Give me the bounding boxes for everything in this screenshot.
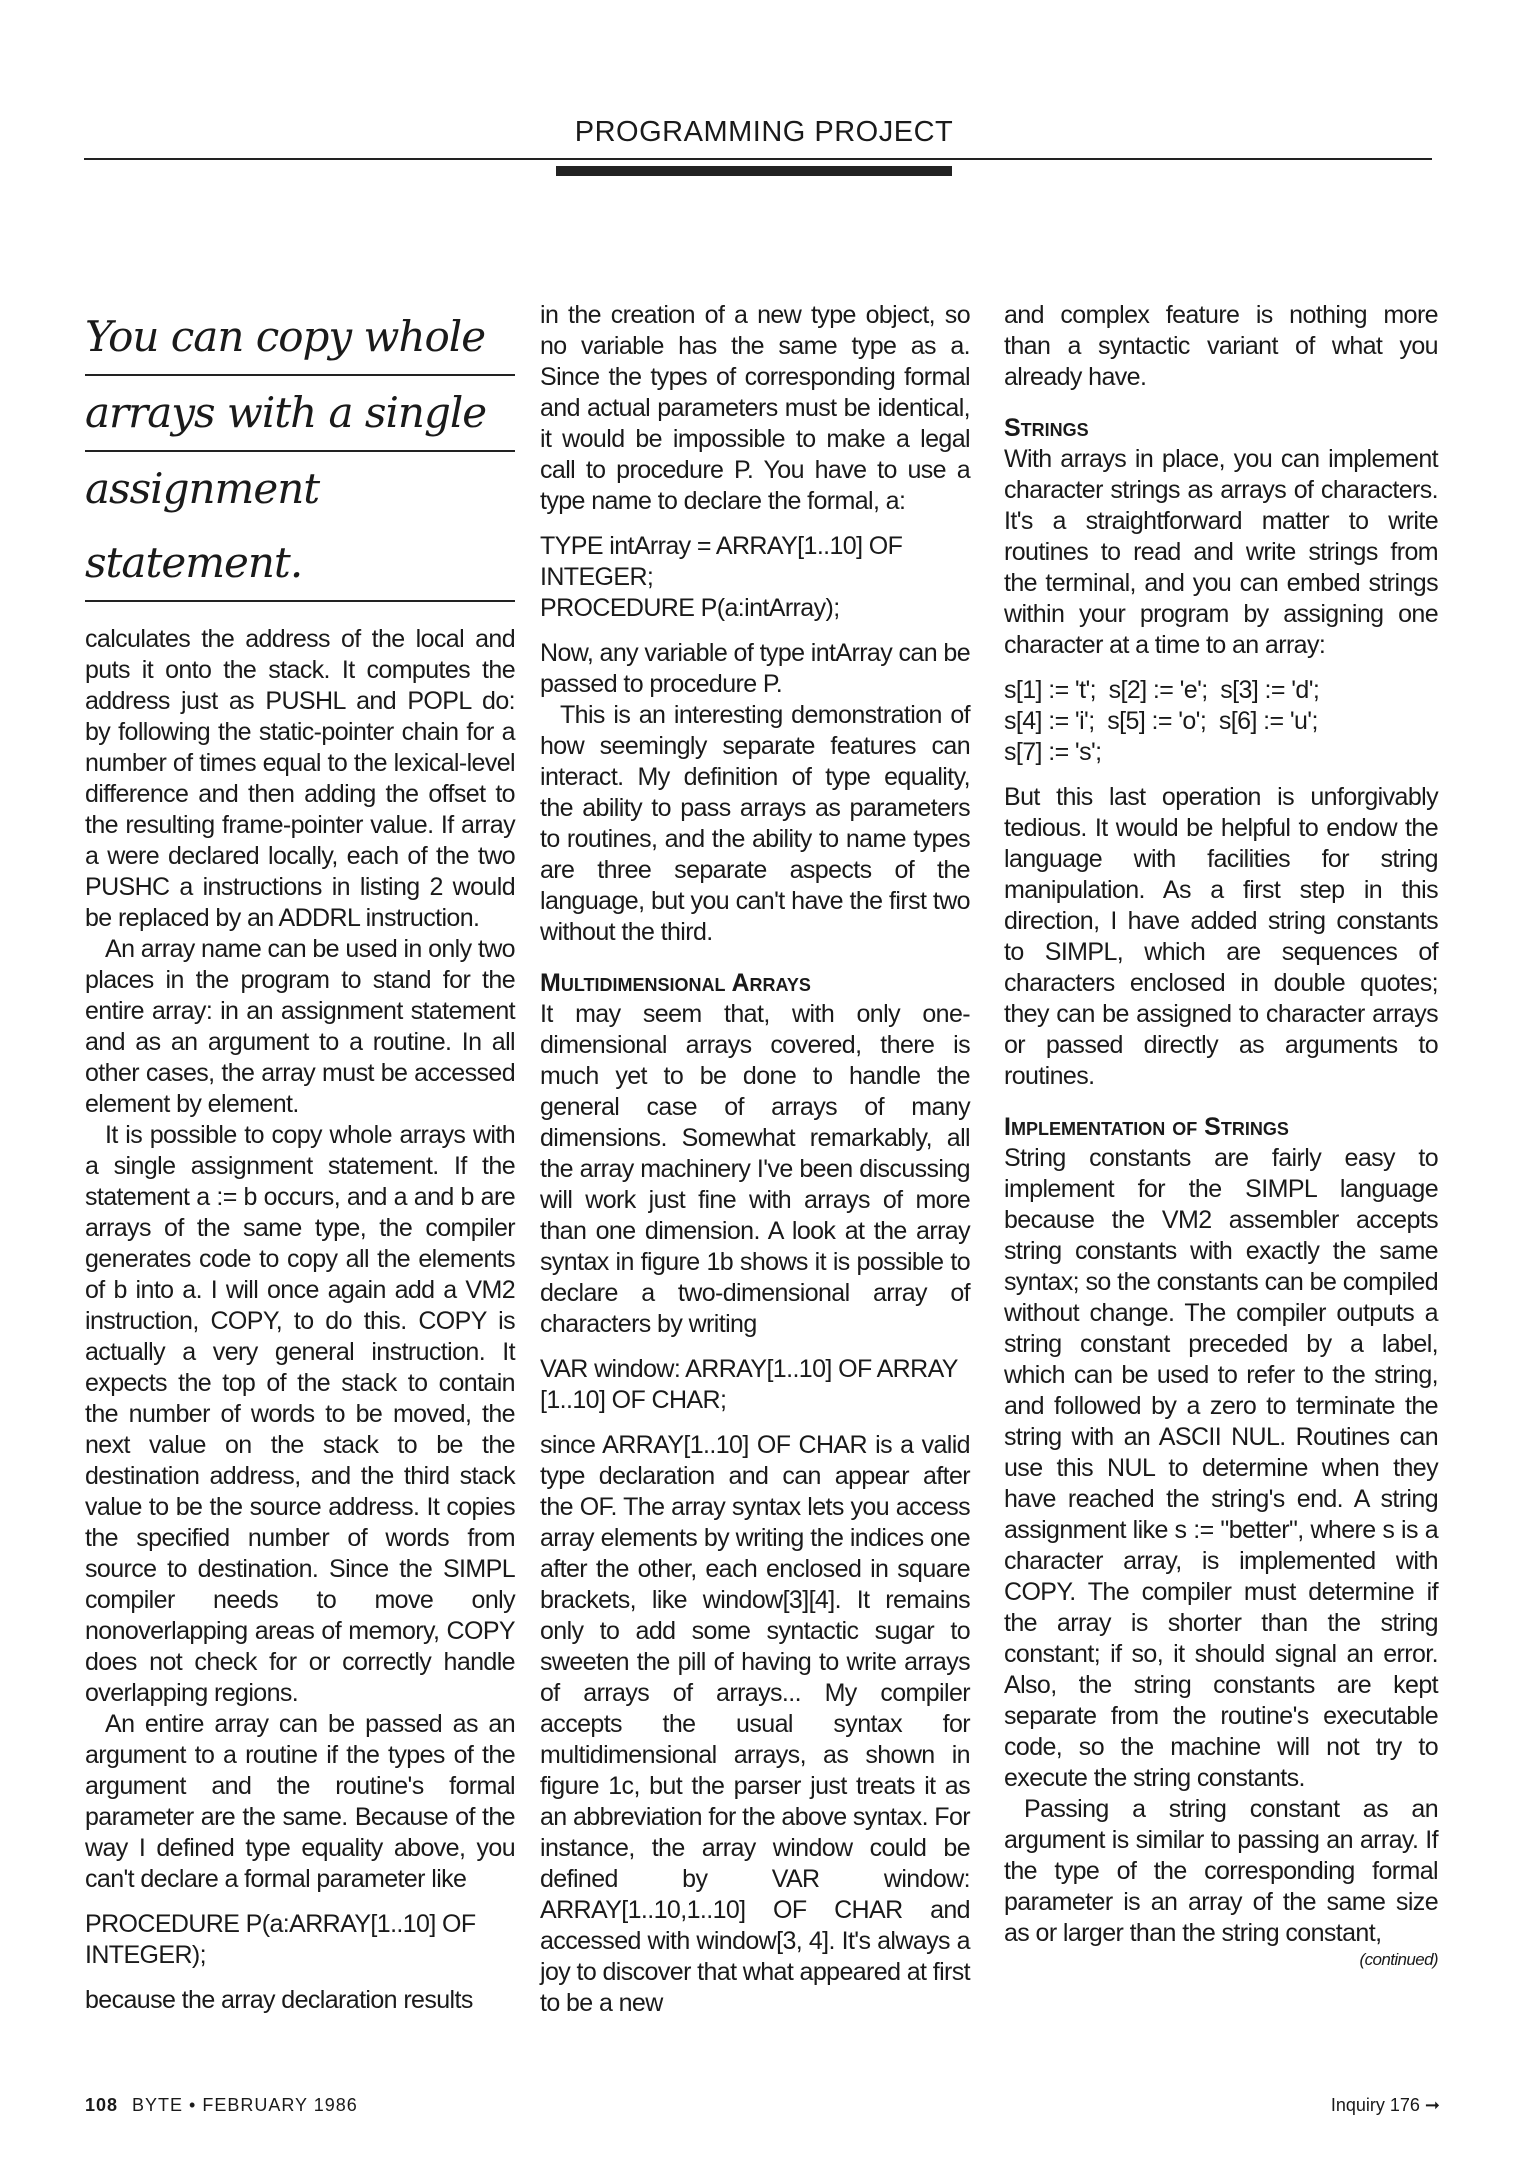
header-rule xyxy=(84,158,1432,160)
pull-quote xyxy=(85,300,515,602)
code-line: VAR window: ARRAY[1..10] OF ARRAY [1..10] OF CHAR; xyxy=(540,1355,964,1414)
code-block xyxy=(1004,675,1438,768)
header-bar xyxy=(556,166,952,176)
code-line: s[1] := 't'; s[2] := 'e'; s[3] := 'd'; xyxy=(1004,676,1320,704)
paragraph: Passing a string constant as an argument is similar to passing an array. If the type of the corresponding formal parameter is an array of the same size as or larger than the string constant, xyxy=(1004,1795,1438,1947)
paragraph: It is possible to copy whole arrays with a single assignment statement. If the statement a := b occurs, and a and b are arrays of the same type, the compiler generates code to copy all the elements of b into a. I will once again add a VM2 instruction, COPY, to do this. COPY is actually a very general instruction. It expects the top of the stack to contain the number of words to be moved, the next value on the stack to be the destination address, and the third stack value to be the source address. It copies the specified number of words from source to destination. Since the SIMPL compiler needs to move only nonoverlapping areas of memory, COPY does not check for or correctly handle overlapping regions. xyxy=(85,1121,515,1707)
paragraph: An entire array can be passed as an argument to a routine if the types of the argument and the routine's formal parameter are the same. Because of the way I defined type equality above, you can't declare a formal parameter like xyxy=(85,1710,515,1893)
paragraph: But this last operation is unforgivably tedious. It would be helpful to endow the language with facilities for string manipulation. As a first step in this direction, I have added string constants to SIMPL, which are sequences of characters enclosed in double quotes; they can be assigned to character arrays or passed directly as arguments to routines. xyxy=(1004,783,1438,1090)
code-block xyxy=(540,531,970,624)
code-line: PROCEDURE P(a:intArray); xyxy=(540,594,840,622)
pull-quote-line: arrays with a single xyxy=(85,376,515,452)
code-line: s[7] := 's'; xyxy=(1004,738,1102,766)
pull-quote-line: assignment statement. xyxy=(85,452,515,602)
magazine-issue: BYTE • FEBRUARY 1986 xyxy=(132,2095,358,2115)
column-2 xyxy=(540,300,970,2019)
paragraph: An array name can be used in only two places in the program to stand for the entire array: in an assignment statement and as an argument to a routine. In all other cases, the array must be accessed element by element. xyxy=(85,935,515,1118)
subheading: Strings xyxy=(1004,414,1089,442)
paragraph: String constants are fairly easy to implement for the SIMPL language because the VM2 assembler accepts string constants with exactly the same syntax; so the constants can be compiled without change. The compiler outputs a string constant preceded by a label, which can be used to refer to the string, and followed by a zero to terminate the string with an ASCII NUL. Routines can use this NUL to determine when they have reached the string's end. A string assignment like s := "better", where s is a character array, is implemented with COPY. The compiler must determine if the array is shorter than the string constant; if so, it should signal an error. Also, the string constants are kept separate from the routine's executable code, so the machine will not try to execute the string constants. xyxy=(1004,1144,1438,1792)
paragraph: Now, any variable of type intArray can be passed to procedure P. xyxy=(540,639,970,698)
code-block xyxy=(540,1354,970,1416)
code-block xyxy=(85,1909,515,1971)
inquiry-number: Inquiry 176 ➞ xyxy=(1330,2095,1440,2115)
paragraph: and complex feature is nothing more than a syntactic variant of what you already have. xyxy=(1004,301,1438,391)
code-line: s[4] := 'i'; s[5] := 'o'; s[6] := 'u'; xyxy=(1004,707,1318,735)
paragraph: because the array declaration results xyxy=(85,1986,473,2014)
column-3 xyxy=(1004,300,1438,1971)
continued-note: (continued) xyxy=(1359,1950,1438,1969)
pull-quote-line: You can copy whole xyxy=(85,300,515,376)
column-1 xyxy=(85,300,515,2016)
page-number: 108 xyxy=(85,2095,119,2115)
code-line: PROCEDURE P(a:ARRAY[1..10] OF INTEGER); xyxy=(85,1910,482,1969)
subheading: Implementation of Strings xyxy=(1004,1113,1289,1141)
paragraph: in the creation of a new type object, so no variable has the same type as a. Since the types of corresponding formal and actual parameters must be identical, it would be impossible to make a legal call to procedure P. You have to use a type name to declare the formal, a: xyxy=(540,301,970,515)
subheading: Multidimensional Arrays xyxy=(540,969,811,997)
paragraph: This is an interesting demonstration of how seemingly separate features can interact. My definition of type equality, the ability to pass arrays as parameters to routines, and the ability to name types are three separate aspects of the language, but you can't have the first two without the third. xyxy=(540,701,970,946)
paragraph: With arrays in place, you can implement character strings as arrays of characters. It's a straightforward matter to write routines to read and write strings from the terminal, and you can embed strings within your program by assigning one character at a time to an array: xyxy=(1004,445,1438,659)
section-header: PROGRAMMING PROJECT xyxy=(574,116,954,148)
paragraph: calculates the address of the local and puts it onto the stack. It computes the address just as PUSHL and POPL do: by following the static-pointer chain for a number of times equal to the lexical-level difference and then adding the offset to the resulting frame-pointer value. If array a were declared locally, each of the two PUSHC a instructions in listing 2 would be replaced by an ADDRL instruction. xyxy=(85,625,515,932)
footer-folio xyxy=(85,2095,358,2116)
code-line: TYPE intArray = ARRAY[1..10] OF INTEGER; xyxy=(540,532,909,591)
paragraph: It may seem that, with only one-dimensional arrays covered, there is much yet to be done to handle the general case of arrays of many dimensions. Somewhat remarkably, all the array machinery I've been discussing will work just fine with arrays of more than one dimension. A look at the array syntax in figure 1b shows it is possible to declare a two-dimensional array of characters by writing xyxy=(540,1000,970,1338)
paragraph: since ARRAY[1..10] OF CHAR is a valid type declaration and can appear after the OF. The array syntax lets you access array elements by writing the indices one after the other, each enclosed in square brackets, like window[3][4]. It remains only to add some syntactic sugar to sweeten the pill of having to write arrays of arrays of arrays... My compiler accepts the usual syntax for multidimensional arrays, as shown in figure 1c, but the parser just treats it as an abbreviation for the above syntax. For instance, the array window could be defined by VAR window: ARRAY[1..10,1..10] OF CHAR and accessed with window[3, 4]. It's always a joy to discover that what appeared at first to be a new xyxy=(540,1431,970,2017)
